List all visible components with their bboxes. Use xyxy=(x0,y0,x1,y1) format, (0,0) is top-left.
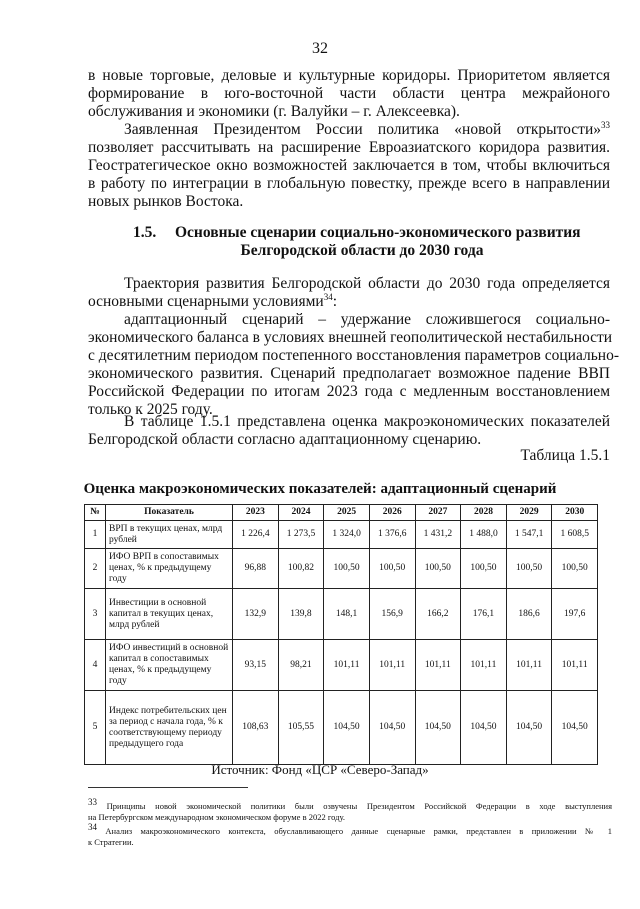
indicator-name: ИФО инвестиций в основной капитал в сопоставимых ценах, % к предыдущему году xyxy=(106,640,233,691)
table-cell: 108,63 xyxy=(233,691,279,765)
text-line: экономического баланса в условиях внешней геополитической нестабильности xyxy=(88,329,613,346)
table-cell: 104,50 xyxy=(415,691,461,765)
table-cell: 1 324,0 xyxy=(324,521,370,549)
text-line: обслуживания и экономики (г. Валуйки – г. Алексеевка). xyxy=(88,103,460,120)
row-index: 1 xyxy=(85,521,106,549)
footnote-marker: 34 xyxy=(88,822,97,833)
column-header: Показатель xyxy=(106,505,233,521)
text-fragment: Анализ макроэкономического контекста, обуславливающего данные сценарные рамки, представлен в приложении № 1 xyxy=(105,826,613,836)
text-line: Траектория развития Белгородской области до 2030 года определяется xyxy=(124,275,610,292)
trajectory-paragraph xyxy=(88,275,610,311)
column-header: № xyxy=(85,505,106,521)
table-cell: 132,9 xyxy=(233,589,279,640)
text-line: новых рынков Востока. xyxy=(88,193,244,210)
table-cell: 98,21 xyxy=(278,640,324,691)
text-line xyxy=(88,293,610,311)
table-cell: 148,1 xyxy=(324,589,370,640)
table-cell: 1 376,6 xyxy=(369,521,415,549)
table-cell: 1 488,0 xyxy=(461,521,507,549)
footnote-line xyxy=(88,822,613,837)
table-row xyxy=(85,640,598,691)
section-heading xyxy=(88,224,610,260)
text-fragment: : xyxy=(332,293,338,310)
table-cell: 100,50 xyxy=(324,549,370,589)
text-fragment: Заявленная Президентом России политика «новой открытости» xyxy=(124,121,601,138)
page-number: 32 xyxy=(312,40,328,57)
column-header: 2027 xyxy=(415,505,461,521)
text-line: адаптационный сценарий – удержание сложившегося социально- xyxy=(124,311,610,328)
table-cell: 139,8 xyxy=(278,589,324,640)
table-cell: 101,11 xyxy=(552,640,598,691)
column-header: 2023 xyxy=(233,505,279,521)
table-cell: 104,50 xyxy=(506,691,552,765)
column-header: 2030 xyxy=(552,505,598,521)
table-row xyxy=(85,691,598,765)
table-cell: 104,50 xyxy=(369,691,415,765)
column-header: 2026 xyxy=(369,505,415,521)
table-cell: 105,55 xyxy=(278,691,324,765)
table-row xyxy=(85,549,598,589)
openness-paragraph xyxy=(88,121,610,211)
footnote-ref: 33 xyxy=(601,119,610,130)
table-row xyxy=(85,521,598,549)
column-header: 2029 xyxy=(506,505,552,521)
table-cell: 93,15 xyxy=(233,640,279,691)
table-cell: 101,11 xyxy=(415,640,461,691)
indicator-name: Индекс потребительских цен за период с начала года, % к соответствующему периоду предыдущего года xyxy=(106,691,233,765)
table-cell: 104,50 xyxy=(324,691,370,765)
footnote xyxy=(88,797,613,823)
table-title: Оценка макроэкономических показателей: адаптационный сценарий xyxy=(83,481,557,497)
table-cell: 101,11 xyxy=(369,640,415,691)
text-fragment: Принципы новой экономической политики были озвучены Президентом Российской Федерации в ходе выступления xyxy=(106,801,613,811)
footnote-separator xyxy=(88,787,248,788)
table-cell: 100,50 xyxy=(506,549,552,589)
table-cell: 1 273,5 xyxy=(278,521,324,549)
indicator-name: ИФО ВРП в сопоставимых ценах, % к предыдущему году xyxy=(106,549,233,589)
table-cell: 197,6 xyxy=(552,589,598,640)
table-cell: 1 547,1 xyxy=(506,521,552,549)
section-number: 1.5. xyxy=(133,224,157,241)
table-cell: 101,11 xyxy=(461,640,507,691)
table-cell: 104,50 xyxy=(461,691,507,765)
footnote-line xyxy=(88,797,613,812)
footnote-line: к Стратегии. xyxy=(88,837,134,847)
table-caption: Таблица 1.5.1 xyxy=(520,447,610,464)
text-line: Российской Федерации по итогам 2023 года с медленным восстановлением xyxy=(88,383,610,400)
scenario-paragraph xyxy=(88,311,619,419)
column-header: 2024 xyxy=(278,505,324,521)
table-cell: 104,50 xyxy=(552,691,598,765)
column-header: 2028 xyxy=(461,505,507,521)
column-header: 2025 xyxy=(324,505,370,521)
row-index: 3 xyxy=(85,589,106,640)
table-row xyxy=(85,589,598,640)
macro-indicators-table xyxy=(84,504,598,765)
table-cell: 156,9 xyxy=(369,589,415,640)
table-header-row xyxy=(85,505,598,521)
table-cell: 96,88 xyxy=(233,549,279,589)
table-cell: 186,6 xyxy=(506,589,552,640)
table-cell: 1 608,5 xyxy=(552,521,598,549)
text-line: только к 2025 году. xyxy=(88,401,213,418)
table-cell: 176,1 xyxy=(461,589,507,640)
table-cell: 100,50 xyxy=(552,549,598,589)
text-line: Белгородской области согласно адаптационному сценарию. xyxy=(88,431,482,448)
footnote xyxy=(88,822,613,848)
table-cell: 166,2 xyxy=(415,589,461,640)
text-fragment: основными сценарными условиями xyxy=(88,293,324,310)
table-cell: 101,11 xyxy=(506,640,552,691)
table-cell: 1 226,4 xyxy=(233,521,279,549)
table-cell: 100,50 xyxy=(415,549,461,589)
section-title-line: Основные сценарии социально-экономического развития xyxy=(175,224,581,241)
text-line: В таблице 1.5.1 представлена оценка макроэкономических показателей xyxy=(124,413,610,430)
footnote-ref: 34 xyxy=(323,291,333,302)
text-line: позволяет рассчитывать на расширение Евроазиатского коридора развития. xyxy=(88,139,610,156)
table-source: Источник: Фонд «ЦСР «Северо-Запад» xyxy=(211,762,429,777)
text-line: Геостратегическое окно возможностей заключается в том, чтобы включиться xyxy=(88,157,610,174)
text-line: в работу по интеграции в глобальную повестку, прежде всего в направлении xyxy=(88,175,610,192)
text-line xyxy=(88,121,610,139)
section-title-line: Белгородской области до 2030 года xyxy=(240,242,484,259)
table-cell: 100,50 xyxy=(369,549,415,589)
table-cell: 101,11 xyxy=(324,640,370,691)
row-index: 4 xyxy=(85,640,106,691)
table-intro-paragraph xyxy=(88,413,610,449)
text-line: в новые торговые, деловые и культурные коридоры. Приоритетом является xyxy=(88,67,610,84)
table-cell: 1 431,2 xyxy=(415,521,461,549)
footnote-line: на Петербургском международном экономическом форуме в 2022 году. xyxy=(88,812,345,822)
intro-paragraph xyxy=(88,67,610,121)
table-cell: 100,82 xyxy=(278,549,324,589)
text-line: с десятилетним периодом постепенного восстановления параметров социально- xyxy=(88,347,619,364)
footnote-marker: 33 xyxy=(88,797,97,808)
table-cell: 100,50 xyxy=(461,549,507,589)
text-line: экономического развития. Сценарий предполагает возможное падение ВВП xyxy=(88,365,610,382)
row-index: 2 xyxy=(85,549,106,589)
row-index: 5 xyxy=(85,691,106,765)
indicator-name: Инвестиции в основной капитал в текущих ценах, млрд рублей xyxy=(106,589,233,640)
text-line: формирование в юго-восточной части области центра межрайоного xyxy=(88,85,610,102)
indicator-name: ВРП в текущих ценах, млрд рублей xyxy=(106,521,233,549)
